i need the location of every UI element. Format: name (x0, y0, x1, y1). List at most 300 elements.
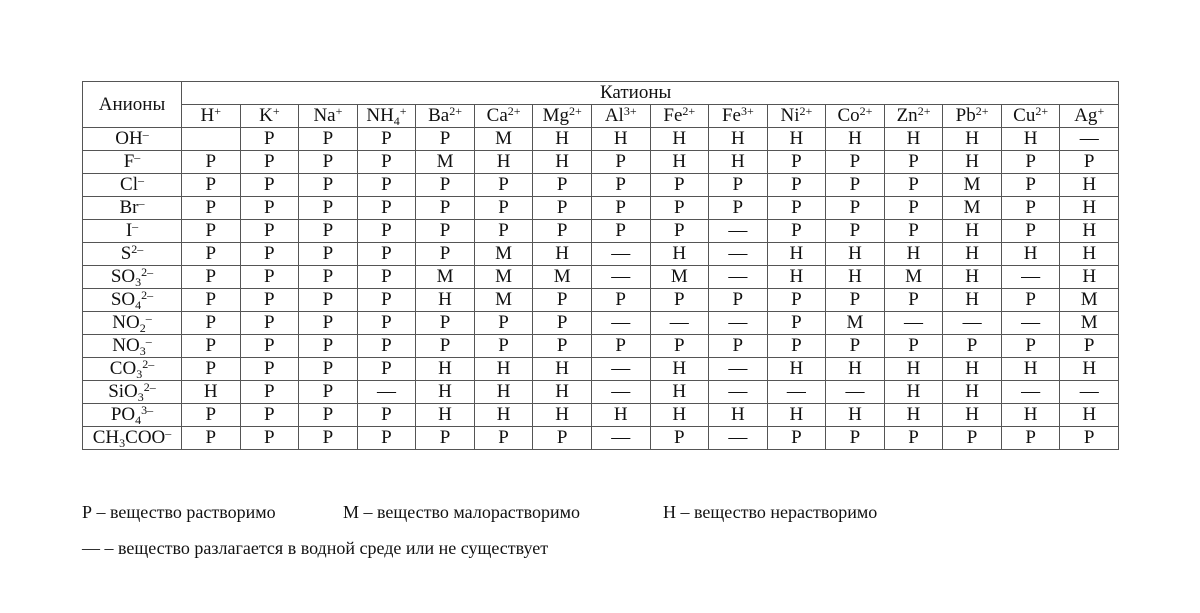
solubility-cell: Р (474, 335, 533, 358)
solubility-cell: Р (299, 197, 358, 220)
solubility-cell: Р (884, 151, 943, 174)
solubility-cell: М (416, 266, 475, 289)
legend-decomposes: — – вещество разлагается в водной среде или не существует (82, 538, 549, 558)
solubility-cell: Н (474, 404, 533, 427)
formula-sup: 3– (141, 403, 154, 417)
formula-base: SiO (108, 381, 138, 402)
solubility-cell: Р (650, 427, 709, 450)
solubility-cell: М (1060, 289, 1119, 312)
solubility-cell: Н (182, 381, 241, 404)
solubility-cell: Р (357, 289, 416, 312)
solubility-cell: Н (1060, 174, 1119, 197)
table-row (83, 289, 1119, 312)
solubility-cell: Р (299, 427, 358, 450)
solubility-cell: Р (709, 289, 768, 312)
solubility-cell: Н (591, 128, 650, 151)
anion-cell (83, 174, 182, 197)
solubility-cell: Р (416, 197, 475, 220)
solubility-cell: Р (650, 174, 709, 197)
solubility-cell: Р (533, 174, 592, 197)
solubility-cell: Р (240, 220, 299, 243)
solubility-cell: Р (767, 289, 826, 312)
solubility-cell: Р (826, 197, 885, 220)
solubility-cell: Н (1001, 358, 1060, 381)
solubility-cell: Н (884, 128, 943, 151)
formula-sup: – (142, 127, 149, 141)
formula-sup: – (165, 426, 172, 440)
solubility-cell: Н (1001, 128, 1060, 151)
anion-cell (83, 427, 182, 450)
solubility-cell: Р (943, 427, 1002, 450)
solubility-cell: Р (357, 335, 416, 358)
solubility-cell: Н (650, 243, 709, 266)
solubility-cell: Н (767, 128, 826, 151)
solubility-cell: Н (767, 243, 826, 266)
formula-sub: 4 (135, 298, 142, 312)
solubility-cell: Р (416, 335, 475, 358)
solubility-cell: М (650, 266, 709, 289)
legend-slightly-soluble: М – вещество малорастворимо (343, 502, 581, 522)
cation-header (1060, 105, 1119, 128)
formula-sup: – (138, 196, 145, 210)
solubility-cell: Н (767, 358, 826, 381)
formula-sup: 2+ (449, 104, 462, 118)
solubility-cell: Н (1060, 266, 1119, 289)
solubility-cell: Р (357, 128, 416, 151)
solubility-cell: Р (182, 243, 241, 266)
solubility-cell: Р (357, 266, 416, 289)
solubility-cell: Р (240, 404, 299, 427)
solubility-cell: Н (943, 128, 1002, 151)
solubility-cell: Р (357, 312, 416, 335)
solubility-cell: — (1060, 381, 1119, 404)
solubility-cell: — (767, 381, 826, 404)
solubility-cell: Р (182, 266, 241, 289)
solubility-cell: Н (1001, 243, 1060, 266)
solubility-cell: Н (1060, 220, 1119, 243)
solubility-cell: Р (884, 197, 943, 220)
formula-base: Ag (1074, 105, 1098, 126)
solubility-cell: Н (650, 358, 709, 381)
cation-header (884, 105, 943, 128)
solubility-cell: Р (240, 335, 299, 358)
solubility-cell: Н (884, 404, 943, 427)
cation-header (826, 105, 885, 128)
solubility-cell: Р (357, 151, 416, 174)
solubility-cell: Р (1001, 335, 1060, 358)
formula-base: S (120, 243, 132, 264)
formula-base: CO (109, 358, 137, 379)
solubility-cell: Р (182, 312, 241, 335)
solubility-cell: — (357, 381, 416, 404)
solubility-cell: Р (1060, 335, 1119, 358)
anion-cell (83, 289, 182, 312)
solubility-cell: Р (884, 427, 943, 450)
solubility-cell: Р (650, 197, 709, 220)
solubility-cell: — (1001, 266, 1060, 289)
formula-sup: 2– (141, 288, 154, 302)
solubility-cell: Р (357, 358, 416, 381)
solubility-cell: Р (240, 197, 299, 220)
formula-tail: COO (125, 427, 166, 448)
solubility-cell: Р (416, 174, 475, 197)
formula-sup: + (399, 104, 407, 118)
solubility-cell: Р (650, 335, 709, 358)
solubility-cell: Р (884, 220, 943, 243)
solubility-cell: — (591, 427, 650, 450)
formula-base: Al (604, 105, 624, 126)
formula-sup: – (145, 311, 152, 325)
solubility-cell: Р (240, 128, 299, 151)
solubility-cell: Н (591, 404, 650, 427)
solubility-cell: Р (240, 358, 299, 381)
solubility-cell: Р (182, 174, 241, 197)
solubility-cell: Р (1001, 174, 1060, 197)
table-row (83, 266, 1119, 289)
table-row (83, 427, 1119, 450)
solubility-cell: Р (591, 289, 650, 312)
solubility-cell: Р (299, 128, 358, 151)
formula-sup: 2+ (859, 104, 873, 118)
solubility-cell: Р (357, 220, 416, 243)
solubility-cell: Н (943, 381, 1002, 404)
formula-sup: 2+ (1035, 104, 1049, 118)
formula-sub: 4 (135, 413, 142, 427)
solubility-cell: Р (826, 289, 885, 312)
solubility-cell: Р (826, 335, 885, 358)
solubility-cell: Р (182, 151, 241, 174)
formula-base: Ca (486, 105, 508, 126)
solubility-cell: М (533, 266, 592, 289)
table-row (83, 128, 1119, 151)
formula-sup: 2– (143, 380, 156, 394)
table-row (83, 197, 1119, 220)
formula-base: H (200, 105, 215, 126)
formula-sup: 2– (142, 357, 155, 371)
solubility-cell: Н (826, 266, 885, 289)
solubility-cell: — (709, 220, 768, 243)
solubility-cell: Р (533, 289, 592, 312)
solubility-cell: Н (650, 381, 709, 404)
solubility-cell: Р (240, 289, 299, 312)
solubility-cell: Р (650, 289, 709, 312)
anions-header: Анионы (83, 82, 182, 128)
solubility-cell: Р (709, 174, 768, 197)
solubility-cell: Н (416, 358, 475, 381)
formula-base: PO (110, 404, 136, 425)
table-row (83, 381, 1119, 404)
solubility-cell: Н (650, 128, 709, 151)
solubility-cell: Н (943, 266, 1002, 289)
formula-sup: 2– (131, 242, 144, 256)
solubility-cell: Р (357, 404, 416, 427)
formula-base: CH (92, 427, 120, 448)
anion-cell (83, 404, 182, 427)
formula-sub: 3 (136, 367, 143, 381)
formula-base: Co (837, 105, 860, 126)
solubility-cell: Р (767, 197, 826, 220)
table-row (83, 174, 1119, 197)
solubility-cell: Н (1060, 197, 1119, 220)
solubility-cell: Н (1060, 243, 1119, 266)
solubility-cell: Р (416, 427, 475, 450)
formula-sup: – (132, 219, 139, 233)
formula-sup: 2– (141, 265, 154, 279)
formula-base: Cl (120, 174, 138, 195)
solubility-cell: — (709, 243, 768, 266)
solubility-cell: Р (299, 312, 358, 335)
cation-header (650, 105, 709, 128)
table-row (83, 312, 1119, 335)
solubility-cell: Р (240, 312, 299, 335)
solubility-cell: — (709, 312, 768, 335)
solubility-cell: Н (1001, 404, 1060, 427)
solubility-cell: Р (474, 174, 533, 197)
solubility-cell: Н (884, 243, 943, 266)
formula-sub: 4 (393, 114, 400, 128)
formula-sup: + (272, 104, 280, 118)
solubility-cell: Р (767, 151, 826, 174)
solubility-cell: — (650, 312, 709, 335)
solubility-cell: М (474, 266, 533, 289)
solubility-cell: Р (416, 312, 475, 335)
formula-sub: 3 (119, 436, 126, 450)
solubility-cell: Р (357, 243, 416, 266)
formula-sup: + (1097, 104, 1105, 118)
solubility-cell: Р (533, 335, 592, 358)
solubility-cell: Н (884, 381, 943, 404)
solubility-cell: Р (826, 220, 885, 243)
solubility-cell: Н (416, 381, 475, 404)
solubility-cell: Р (1060, 427, 1119, 450)
solubility-cell: — (591, 266, 650, 289)
formula-sup: 2+ (568, 104, 582, 118)
solubility-cell: Р (884, 174, 943, 197)
cation-header (357, 105, 416, 128)
solubility-cell: Р (357, 427, 416, 450)
cation-header (591, 105, 650, 128)
formula-sup: + (335, 104, 343, 118)
solubility-cell: Р (591, 335, 650, 358)
solubility-cell: Р (1001, 197, 1060, 220)
solubility-cell: Р (299, 220, 358, 243)
formula-base: Ni (780, 105, 800, 126)
solubility-cell: Р (182, 335, 241, 358)
solubility-cell: Н (474, 381, 533, 404)
table-row (83, 220, 1119, 243)
formula-base: Pb (955, 105, 976, 126)
solubility-cell: Р (299, 151, 358, 174)
solubility-cell: Н (943, 404, 1002, 427)
solubility-cell: Р (1001, 427, 1060, 450)
anion-cell (83, 128, 182, 151)
solubility-cell: Р (416, 243, 475, 266)
solubility-cell: Н (416, 404, 475, 427)
solubility-cell: Р (533, 220, 592, 243)
solubility-cell: Р (299, 358, 358, 381)
formula-sup: 3+ (740, 104, 754, 118)
solubility-cell: Н (709, 151, 768, 174)
cations-header: Катионы (182, 82, 1119, 105)
solubility-cell: Р (884, 289, 943, 312)
solubility-cell: — (709, 381, 768, 404)
solubility-cell: Н (767, 266, 826, 289)
solubility-cell: Р (650, 220, 709, 243)
solubility-cell: Н (650, 404, 709, 427)
cation-header (1001, 105, 1060, 128)
table-row (83, 151, 1119, 174)
solubility-cell: Р (299, 243, 358, 266)
solubility-cell: Р (474, 197, 533, 220)
legend-soluble: Р – вещество растворимо (82, 502, 276, 522)
legend-insoluble: Н – вещество нерастворимо (663, 502, 878, 522)
solubility-cell: — (709, 266, 768, 289)
solubility-cell: Н (943, 243, 1002, 266)
solubility-cell: Р (1001, 289, 1060, 312)
anion-cell (83, 197, 182, 220)
solubility-cell: Н (533, 381, 592, 404)
solubility-cell: Р (240, 266, 299, 289)
formula-base: Ba (428, 105, 450, 126)
solubility-cell: Р (533, 427, 592, 450)
formula-base: F (123, 151, 135, 172)
solubility-cell: Н (826, 128, 885, 151)
solubility-cell: Р (182, 404, 241, 427)
solubility-cell: Р (533, 197, 592, 220)
cation-header (709, 105, 768, 128)
solubility-cell: Р (182, 289, 241, 312)
formula-sup: – (137, 173, 144, 187)
solubility-cell: Н (709, 128, 768, 151)
solubility-cell: Р (709, 335, 768, 358)
formula-sup: 2+ (917, 104, 931, 118)
anion-cell (83, 266, 182, 289)
formula-base: Fe (663, 105, 683, 126)
formula-base: NO (112, 335, 140, 356)
solubility-cell: Р (1001, 220, 1060, 243)
formula-base: Fe (721, 105, 741, 126)
solubility-cell: Р (709, 197, 768, 220)
solubility-cell: Р (767, 312, 826, 335)
solubility-cell: — (1001, 381, 1060, 404)
solubility-cell: — (591, 312, 650, 335)
solubility-cell: Н (943, 289, 1002, 312)
formula-sup: – (145, 334, 152, 348)
solubility-cell: Н (943, 151, 1002, 174)
solubility-cell: Н (826, 243, 885, 266)
solubility-cell: Р (299, 289, 358, 312)
solubility-cell: Н (474, 151, 533, 174)
solubility-cell: Р (182, 220, 241, 243)
solubility-cell: — (591, 381, 650, 404)
solubility-cell: Р (591, 220, 650, 243)
solubility-cell: Р (240, 243, 299, 266)
solubility-cell: Р (299, 266, 358, 289)
solubility-cell (182, 128, 241, 151)
solubility-cell: Н (474, 358, 533, 381)
formula-base: NO (112, 312, 140, 333)
solubility-cell: Н (767, 404, 826, 427)
formula-base: NH (366, 105, 394, 126)
solubility-cell: Р (591, 197, 650, 220)
solubility-cell: М (1060, 312, 1119, 335)
formula-base: SO (110, 266, 136, 287)
solubility-cell: Н (416, 289, 475, 312)
solubility-cell: М (474, 128, 533, 151)
solubility-cell: Н (533, 358, 592, 381)
solubility-cell: М (826, 312, 885, 335)
anion-cell (83, 381, 182, 404)
solubility-cell: М (943, 197, 1002, 220)
formula-sup: 2+ (682, 104, 696, 118)
table-row (83, 243, 1119, 266)
formula-sub: 3 (139, 344, 146, 358)
formula-sup: – (134, 150, 141, 164)
formula-base: K (259, 105, 273, 126)
solubility-cell: М (474, 243, 533, 266)
anion-cell (83, 151, 182, 174)
solubility-cell: Н (884, 358, 943, 381)
formula-base: SO (110, 289, 136, 310)
formula-sup: 2+ (975, 104, 989, 118)
solubility-cell: Н (533, 404, 592, 427)
solubility-cell: Р (240, 151, 299, 174)
solubility-cell: — (943, 312, 1002, 335)
solubility-cell: Н (709, 404, 768, 427)
solubility-cell: М (884, 266, 943, 289)
solubility-cell: Н (533, 151, 592, 174)
solubility-cell: Р (826, 174, 885, 197)
table-row (83, 358, 1119, 381)
solubility-cell: — (1001, 312, 1060, 335)
solubility-cell: — (709, 358, 768, 381)
solubility-cell: Р (591, 174, 650, 197)
solubility-cell: Р (240, 174, 299, 197)
solubility-cell: Р (357, 174, 416, 197)
solubility-cell: М (943, 174, 1002, 197)
solubility-cell: — (591, 358, 650, 381)
solubility-cell: Р (884, 335, 943, 358)
solubility-cell: Н (1060, 404, 1119, 427)
formula-sup: 2+ (507, 104, 521, 118)
solubility-cell: Н (943, 220, 1002, 243)
cation-header (767, 105, 826, 128)
solubility-cell: Р (591, 151, 650, 174)
cation-header (182, 105, 241, 128)
formula-sup: + (214, 104, 222, 118)
solubility-cell: М (474, 289, 533, 312)
formula-sup: 3+ (623, 104, 637, 118)
cation-header (240, 105, 299, 128)
solubility-cell: Р (1001, 151, 1060, 174)
solubility-cell: Р (416, 128, 475, 151)
cation-header (416, 105, 475, 128)
solubility-cell: Р (357, 197, 416, 220)
solubility-cell: — (1060, 128, 1119, 151)
solubility-cell: Н (533, 128, 592, 151)
solubility-table (82, 81, 1119, 450)
formula-base: I (125, 220, 133, 241)
solubility-cell: Р (767, 335, 826, 358)
solubility-cell: Р (767, 427, 826, 450)
solubility-cell: Р (943, 335, 1002, 358)
solubility-cell: Р (416, 220, 475, 243)
solubility-cell: Р (767, 220, 826, 243)
formula-base: Na (313, 105, 336, 126)
solubility-cell: Р (826, 151, 885, 174)
solubility-cell: Н (650, 151, 709, 174)
cation-header (299, 105, 358, 128)
